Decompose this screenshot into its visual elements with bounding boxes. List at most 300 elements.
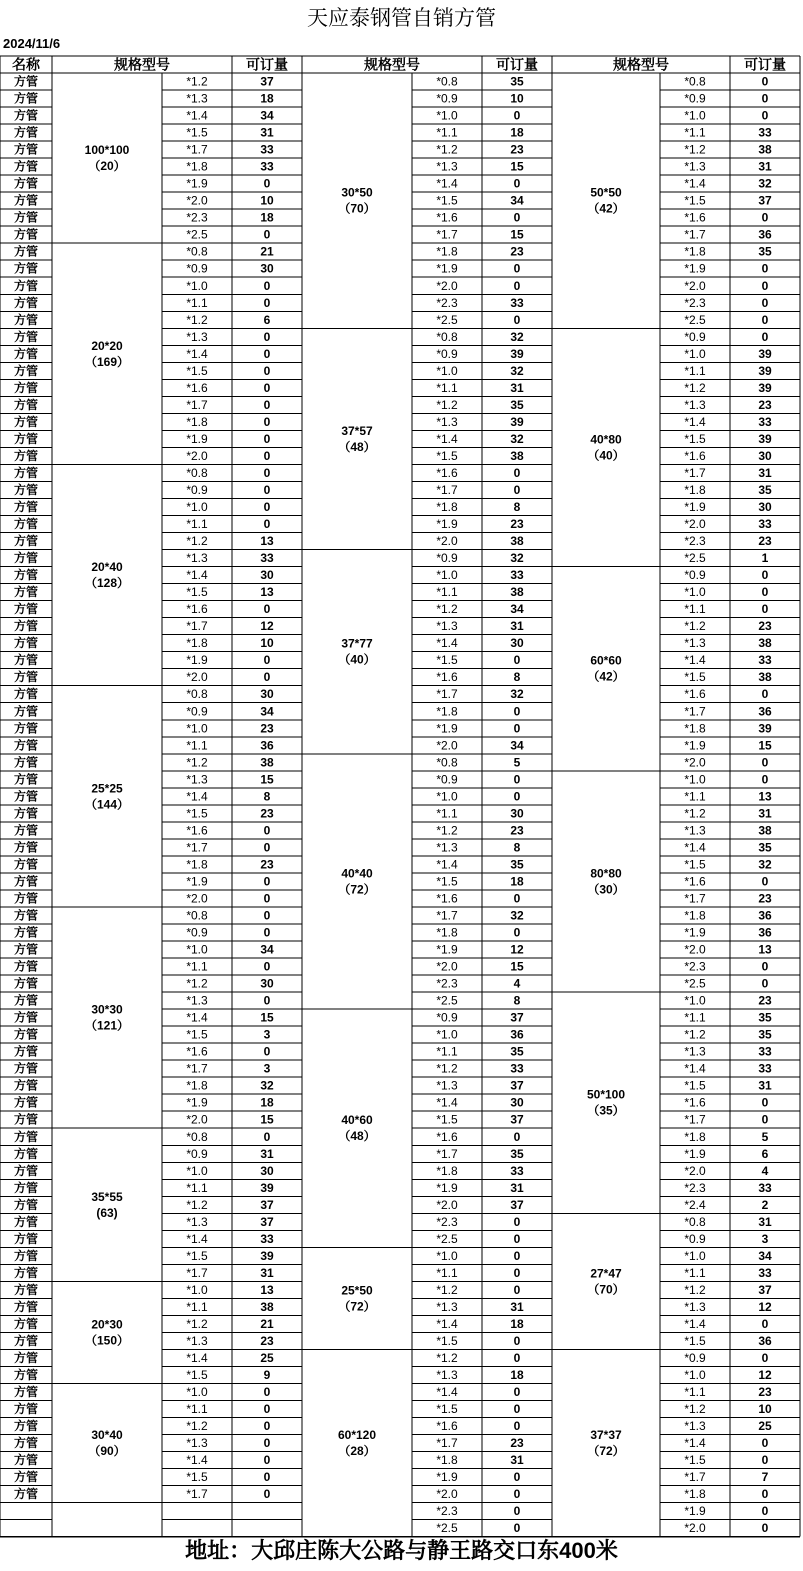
thickness: *1.6 <box>186 1044 208 1059</box>
qty-value: 37 <box>510 1078 524 1093</box>
row-name: 方管 <box>13 1180 39 1195</box>
qty-value: 33 <box>260 551 274 566</box>
row-name: 方管 <box>13 414 39 429</box>
thickness: *2.3 <box>436 295 458 310</box>
qty-value: 37 <box>260 74 274 89</box>
spec-count: （72） <box>587 1444 625 1459</box>
thickness: *1.7 <box>186 1061 208 1076</box>
qty-value: 15 <box>260 772 274 787</box>
row-name: 方管 <box>13 857 39 872</box>
thickness: *1.1 <box>436 585 458 600</box>
row-name: 方管 <box>13 346 39 361</box>
thickness: *1.9 <box>684 925 706 940</box>
row-name: 方管 <box>13 1385 39 1400</box>
thickness: *0.9 <box>186 482 208 497</box>
qty-value: 23 <box>758 1385 772 1400</box>
thickness: *1.1 <box>186 738 208 753</box>
qty-value: 36 <box>758 1333 772 1348</box>
qty-value: 33 <box>758 1061 772 1076</box>
spec-size: 40*80 <box>590 432 622 447</box>
qty-value: 12 <box>758 1299 772 1314</box>
thickness: *1.0 <box>684 1368 706 1383</box>
thickness: *1.8 <box>436 1453 458 1468</box>
qty-value: 15 <box>510 159 524 174</box>
row-name: 方管 <box>13 278 39 293</box>
spec-count: （35） <box>587 1103 625 1118</box>
thickness: *2.5 <box>436 312 458 327</box>
spec-size: 30*30 <box>91 1002 123 1017</box>
thickness: *1.1 <box>186 1180 208 1195</box>
row-name: 方管 <box>13 1470 39 1485</box>
row-name: 方管 <box>13 1146 39 1161</box>
qty-value: 2 <box>761 1197 769 1212</box>
qty-value: 34 <box>260 942 274 957</box>
row-name: 方管 <box>13 1129 39 1144</box>
qty-value: 0 <box>513 1231 521 1246</box>
thickness: *1.6 <box>684 1095 706 1110</box>
header-name: 名称 <box>12 56 40 73</box>
row-name: 方管 <box>13 1163 39 1178</box>
row-name: 方管 <box>13 1453 39 1468</box>
qty-value: 23 <box>758 993 772 1008</box>
thickness: *0.8 <box>186 465 208 480</box>
thickness: *1.0 <box>186 942 208 957</box>
qty-value: 8 <box>263 789 271 804</box>
qty-value: 18 <box>510 1368 524 1383</box>
thickness: *1.4 <box>436 431 458 446</box>
qty-value: 23 <box>510 1436 524 1451</box>
thickness: *2.0 <box>186 670 208 685</box>
row-name: 方管 <box>13 1487 39 1502</box>
header-spec: 规格型号 <box>613 56 669 73</box>
thickness: *1.7 <box>186 840 208 855</box>
qty-value: 32 <box>260 1078 274 1093</box>
thickness: *1.2 <box>436 602 458 617</box>
thickness: *2.0 <box>684 278 706 293</box>
thickness: *1.7 <box>436 1436 458 1451</box>
thickness: *1.3 <box>684 636 706 651</box>
thickness: *1.8 <box>436 704 458 719</box>
qty-value: 0 <box>263 925 271 940</box>
qty-value: 0 <box>513 1504 521 1519</box>
thickness: *1.2 <box>684 1402 706 1417</box>
thickness: *1.4 <box>684 653 706 668</box>
qty-value: 0 <box>761 1351 769 1366</box>
qty-value: 0 <box>263 840 271 855</box>
qty-value: 33 <box>758 517 772 532</box>
qty-value: 0 <box>263 397 271 412</box>
qty-value: 0 <box>263 278 271 293</box>
qty-value: 0 <box>263 380 271 395</box>
spec-size: 30*50 <box>341 185 373 200</box>
thickness: *1.7 <box>186 142 208 157</box>
row-name: 方管 <box>13 380 39 395</box>
thickness: *0.9 <box>186 261 208 276</box>
qty-value: 30 <box>510 636 524 651</box>
row-name: 方管 <box>13 602 39 617</box>
qty-value: 32 <box>510 431 524 446</box>
qty-value: 8 <box>513 500 521 515</box>
thickness: *1.2 <box>684 806 706 821</box>
thickness: *1.9 <box>436 721 458 736</box>
qty-value: 0 <box>513 772 521 787</box>
thickness: *1.1 <box>436 1265 458 1280</box>
qty-value: 0 <box>761 976 769 991</box>
row-name: 方管 <box>13 1419 39 1434</box>
row-name: 方管 <box>13 823 39 838</box>
row-name: 方管 <box>13 925 39 940</box>
spec-size: 40*40 <box>341 866 373 881</box>
thickness: *1.6 <box>436 891 458 906</box>
thickness: *1.0 <box>186 721 208 736</box>
thickness: *1.8 <box>186 857 208 872</box>
qty-value: 33 <box>758 1265 772 1280</box>
qty-value: 33 <box>510 295 524 310</box>
qty-value: 30 <box>260 687 274 702</box>
qty-value: 3 <box>263 1061 271 1076</box>
thickness: *1.2 <box>186 74 208 89</box>
row-name: 方管 <box>13 959 39 974</box>
thickness: *1.4 <box>684 1436 706 1451</box>
thickness: *1.4 <box>186 346 208 361</box>
thickness: *0.9 <box>684 1351 706 1366</box>
thickness: *2.0 <box>684 517 706 532</box>
qty-value: 18 <box>510 874 524 889</box>
thickness: *1.1 <box>186 517 208 532</box>
qty-value: 0 <box>263 1419 271 1434</box>
thickness: *1.9 <box>684 1146 706 1161</box>
row-name: 方管 <box>13 534 39 549</box>
qty-value: 0 <box>263 602 271 617</box>
qty-value: 0 <box>513 1521 521 1536</box>
row-name: 方管 <box>13 585 39 600</box>
thickness: *2.5 <box>436 993 458 1008</box>
spec-count: （40） <box>587 448 625 463</box>
qty-value: 4 <box>513 976 521 991</box>
thickness: *1.5 <box>436 193 458 208</box>
thickness: *1.1 <box>684 1010 706 1025</box>
qty-value: 38 <box>510 448 524 463</box>
thickness: *1.4 <box>684 840 706 855</box>
qty-value: 25 <box>260 1351 274 1366</box>
spec-count: （150） <box>84 1333 130 1348</box>
qty-value: 38 <box>260 1299 274 1314</box>
thickness: *1.9 <box>186 1095 208 1110</box>
thickness: *1.1 <box>684 602 706 617</box>
address-unit: 米 <box>595 1538 618 1564</box>
spec-count: （128） <box>84 576 130 591</box>
thickness: *1.4 <box>684 176 706 191</box>
row-name: 方管 <box>13 1095 39 1110</box>
thickness: *1.3 <box>436 840 458 855</box>
thickness: *2.0 <box>436 738 458 753</box>
thickness: *1.6 <box>186 380 208 395</box>
qty-value: 8 <box>513 993 521 1008</box>
thickness: *1.1 <box>684 1385 706 1400</box>
thickness: *2.0 <box>684 1163 706 1178</box>
row-name: 方管 <box>13 874 39 889</box>
qty-value: 0 <box>513 1402 521 1417</box>
qty-value: 0 <box>263 653 271 668</box>
qty-value: 0 <box>263 1470 271 1485</box>
spec-count: (63) <box>96 1205 118 1220</box>
thickness: *2.0 <box>436 1487 458 1502</box>
thickness: *1.3 <box>186 1436 208 1451</box>
thickness: *2.3 <box>684 1180 706 1195</box>
spec-count: （72） <box>338 1299 376 1314</box>
qty-value: 35 <box>758 244 772 259</box>
thickness: *2.3 <box>186 210 208 225</box>
thickness: *2.0 <box>186 193 208 208</box>
spec-size: 37*77 <box>341 636 373 651</box>
row-name: 方管 <box>13 142 39 157</box>
spec-size: 30*40 <box>91 1428 123 1443</box>
spec-count: （72） <box>338 882 376 897</box>
qty-value: 10 <box>510 91 524 106</box>
spec-size: 27*47 <box>590 1266 622 1281</box>
qty-value: 0 <box>263 1436 271 1451</box>
qty-value: 23 <box>758 534 772 549</box>
qty-value: 32 <box>510 687 524 702</box>
thickness: *1.1 <box>186 959 208 974</box>
qty-value: 37 <box>260 1214 274 1229</box>
qty-value: 37 <box>510 1112 524 1127</box>
thickness: *2.5 <box>436 1231 458 1246</box>
row-name: 方管 <box>13 1436 39 1451</box>
row-name: 方管 <box>13 653 39 668</box>
row-name: 方管 <box>13 551 39 566</box>
thickness: *1.2 <box>684 619 706 634</box>
thickness: *1.6 <box>436 1129 458 1144</box>
qty-value: 30 <box>260 261 274 276</box>
qty-value: 0 <box>761 91 769 106</box>
qty-value: 12 <box>510 942 524 957</box>
qty-value: 23 <box>260 1333 274 1348</box>
thickness: *1.4 <box>684 1061 706 1076</box>
spec-size: 25*25 <box>91 781 123 796</box>
thickness: *1.2 <box>186 312 208 327</box>
qty-value: 31 <box>758 1078 772 1093</box>
qty-value: 23 <box>260 721 274 736</box>
spec-size: 37*57 <box>341 423 373 438</box>
thickness: *2.0 <box>684 942 706 957</box>
qty-value: 37 <box>510 1197 524 1212</box>
address-number: 400 <box>559 1538 596 1563</box>
thickness: *1.4 <box>436 1095 458 1110</box>
thickness: *1.2 <box>684 142 706 157</box>
qty-value: 33 <box>260 1231 274 1246</box>
spec-size: 60*60 <box>590 653 622 668</box>
thickness: *2.0 <box>186 1112 208 1127</box>
qty-value: 39 <box>758 380 772 395</box>
qty-value: 0 <box>513 789 521 804</box>
spec-count: （48） <box>338 1129 376 1144</box>
row-name: 方管 <box>13 1333 39 1348</box>
qty-value: 34 <box>758 1248 772 1263</box>
qty-value: 0 <box>513 1265 521 1280</box>
thickness: *1.3 <box>684 823 706 838</box>
row-name: 方管 <box>13 329 39 344</box>
qty-value: 0 <box>513 704 521 719</box>
qty-value: 30 <box>260 976 274 991</box>
thickness: *1.9 <box>684 1504 706 1519</box>
qty-value: 0 <box>263 329 271 344</box>
qty-value: 0 <box>513 1385 521 1400</box>
qty-value: 0 <box>263 670 271 685</box>
thickness: *1.5 <box>684 193 706 208</box>
qty-value: 13 <box>260 1282 274 1297</box>
row-name: 方管 <box>13 619 39 634</box>
thickness: *1.4 <box>436 1316 458 1331</box>
qty-value: 0 <box>263 295 271 310</box>
row-name: 方管 <box>13 772 39 787</box>
qty-value: 33 <box>260 159 274 174</box>
header-qty: 可订量 <box>496 56 538 73</box>
thickness: *1.8 <box>436 244 458 259</box>
qty-value: 39 <box>758 363 772 378</box>
address-footer <box>0 1534 803 1568</box>
qty-value: 5 <box>761 1129 769 1144</box>
thickness: *1.3 <box>186 772 208 787</box>
spec-size: 50*50 <box>590 185 622 200</box>
thickness: *1.9 <box>186 176 208 191</box>
thickness: *1.0 <box>436 363 458 378</box>
qty-value: 39 <box>758 721 772 736</box>
thickness: *1.0 <box>186 1163 208 1178</box>
qty-value: 30 <box>510 1095 524 1110</box>
qty-value: 0 <box>761 1521 769 1536</box>
qty-value: 0 <box>761 874 769 889</box>
thickness: *1.2 <box>436 823 458 838</box>
thickness: *1.9 <box>436 1470 458 1485</box>
thickness: *2.0 <box>684 1521 706 1536</box>
thickness: *1.6 <box>684 687 706 702</box>
thickness: *1.8 <box>186 1078 208 1093</box>
thickness: *1.2 <box>186 534 208 549</box>
qty-value: 31 <box>260 1265 274 1280</box>
qty-value: 0 <box>263 874 271 889</box>
thickness: *1.6 <box>436 1419 458 1434</box>
thickness: *1.5 <box>186 806 208 821</box>
thickness: *1.6 <box>436 465 458 480</box>
thickness: *2.0 <box>436 278 458 293</box>
row-name: 方管 <box>13 738 39 753</box>
qty-value: 31 <box>510 619 524 634</box>
qty-value: 0 <box>263 517 271 532</box>
thickness: *1.5 <box>684 431 706 446</box>
qty-value: 38 <box>758 142 772 157</box>
thickness: *1.7 <box>186 619 208 634</box>
thickness: *1.2 <box>186 976 208 991</box>
row-name: 方管 <box>13 210 39 225</box>
qty-value: 0 <box>513 176 521 191</box>
thickness: *1.9 <box>186 431 208 446</box>
thickness: *1.2 <box>436 142 458 157</box>
qty-value: 18 <box>260 91 274 106</box>
qty-value: 23 <box>510 244 524 259</box>
qty-value: 31 <box>510 1180 524 1195</box>
qty-value: 0 <box>761 1112 769 1127</box>
row-name: 方管 <box>13 721 39 736</box>
qty-value: 33 <box>758 414 772 429</box>
qty-value: 35 <box>510 397 524 412</box>
qty-value: 23 <box>758 891 772 906</box>
qty-value: 0 <box>513 278 521 293</box>
thickness: *2.5 <box>436 1521 458 1536</box>
thickness: *1.7 <box>684 891 706 906</box>
qty-value: 0 <box>263 431 271 446</box>
qty-value: 33 <box>758 1180 772 1195</box>
thickness: *0.8 <box>186 244 208 259</box>
qty-value: 35 <box>510 1146 524 1161</box>
qty-value: 0 <box>761 278 769 293</box>
spec-count: （70） <box>338 201 376 216</box>
row-name: 方管 <box>13 1316 39 1331</box>
qty-value: 0 <box>513 1282 521 1297</box>
qty-value: 38 <box>510 534 524 549</box>
qty-value: 31 <box>758 465 772 480</box>
qty-value: 23 <box>510 823 524 838</box>
thickness: *1.0 <box>186 1282 208 1297</box>
thickness: *1.5 <box>186 1027 208 1042</box>
spec-count: （20） <box>88 159 126 174</box>
row-name: 方管 <box>13 125 39 140</box>
thickness: *1.7 <box>684 1112 706 1127</box>
qty-value: 0 <box>513 1351 521 1366</box>
thickness: *1.7 <box>684 1470 706 1485</box>
thickness: *1.5 <box>436 1333 458 1348</box>
qty-value: 23 <box>260 806 274 821</box>
thickness: *1.5 <box>436 1112 458 1127</box>
qty-value: 13 <box>758 789 772 804</box>
qty-value: 0 <box>263 414 271 429</box>
qty-value: 0 <box>513 1470 521 1485</box>
row-name: 方管 <box>13 687 39 702</box>
row-name: 方管 <box>13 431 39 446</box>
row-name: 方管 <box>13 176 39 191</box>
thickness: *1.1 <box>436 1044 458 1059</box>
thickness: *1.1 <box>684 125 706 140</box>
row-name: 方管 <box>13 993 39 1008</box>
thickness: *2.3 <box>684 295 706 310</box>
thickness: *1.4 <box>186 1351 208 1366</box>
thickness: *0.9 <box>436 772 458 787</box>
qty-value: 15 <box>510 959 524 974</box>
qty-value: 0 <box>761 1316 769 1331</box>
qty-value: 0 <box>513 1333 521 1348</box>
thickness: *1.4 <box>186 789 208 804</box>
qty-value: 0 <box>761 329 769 344</box>
qty-value: 0 <box>761 959 769 974</box>
qty-value: 0 <box>761 687 769 702</box>
thickness: *1.0 <box>436 1248 458 1263</box>
row-name: 方管 <box>13 193 39 208</box>
qty-value: 13 <box>260 534 274 549</box>
qty-value: 3 <box>263 1027 271 1042</box>
qty-value: 0 <box>513 465 521 480</box>
spec-count: （121） <box>84 1018 130 1033</box>
qty-value: 0 <box>761 210 769 225</box>
thickness: *0.9 <box>684 91 706 106</box>
thickness: *1.3 <box>436 159 458 174</box>
thickness: *1.7 <box>436 1146 458 1161</box>
thickness: *1.9 <box>436 1180 458 1195</box>
thickness: *1.0 <box>684 993 706 1008</box>
thickness: *1.9 <box>436 517 458 532</box>
qty-value: 37 <box>260 1197 274 1212</box>
qty-value: 9 <box>263 1368 271 1383</box>
thickness: *1.8 <box>684 244 706 259</box>
